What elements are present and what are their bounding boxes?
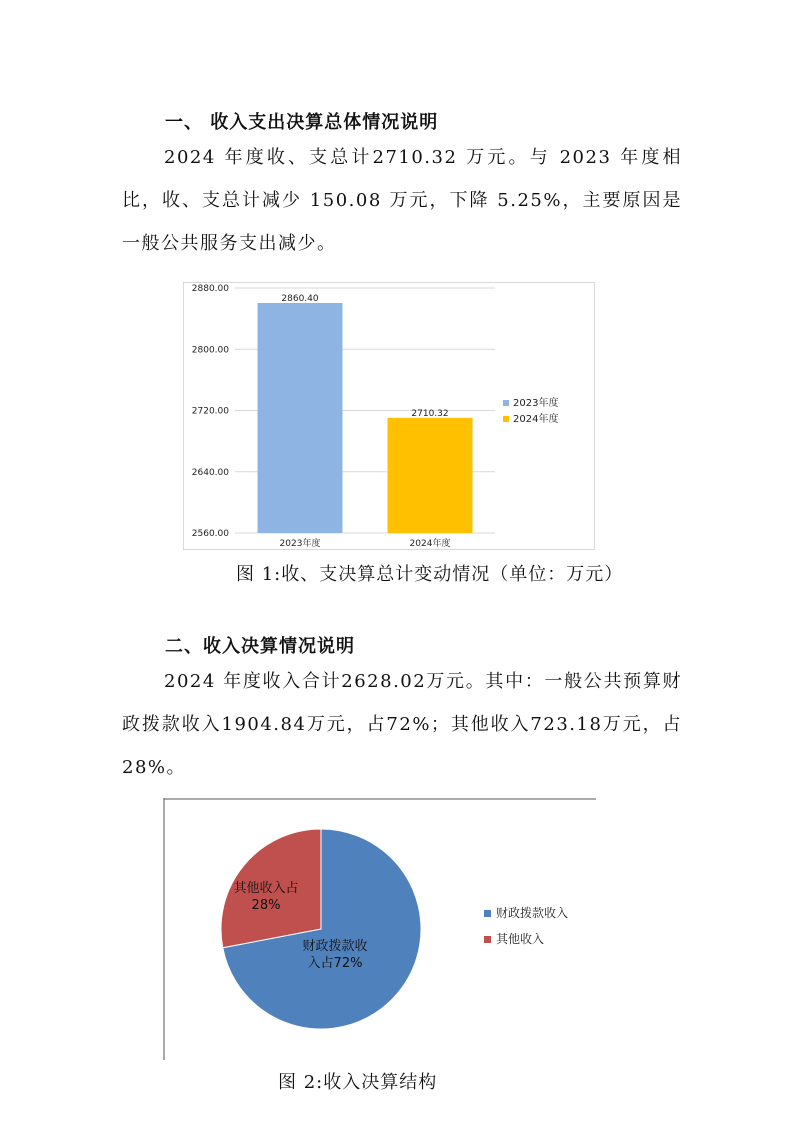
y-tick-label: 2800.00 — [191, 345, 229, 356]
legend-label: 2024年度 — [513, 414, 559, 425]
y-tick-label: 2560.00 — [191, 529, 229, 539]
legend-swatch — [503, 400, 509, 406]
legend-swatch — [503, 416, 509, 422]
pie-chart — [160, 798, 600, 1060]
legend-swatch — [484, 936, 491, 943]
legend-swatch — [484, 910, 491, 917]
y-tick-label: 2880.00 — [191, 284, 229, 294]
section2-heading: 二、收入决算情况说明 — [165, 636, 355, 657]
y-tick-label: 2720.00 — [191, 406, 229, 417]
legend-label: 财政拨款收入 — [496, 906, 569, 920]
legend-label: 2023年度 — [513, 398, 559, 409]
x-tick-label: 2024年度 — [409, 539, 451, 549]
pie-slice-label: 入占72% — [307, 956, 363, 971]
bar-value-label: 2860.40 — [281, 294, 319, 305]
x-tick-label: 2023年度 — [279, 539, 321, 549]
bar-2023年度 — [258, 303, 343, 533]
bar-chart — [183, 282, 595, 550]
pie-slice-label: 财政拨款收 — [302, 939, 368, 954]
section1-heading: 一、 收入支出决算总体情况说明 — [165, 112, 439, 133]
section1-paragraph-text: 2024 年度收、支总计2710.32 万元。与 2023 年度相比，收、支总计减少 150.08 万元，下降 5.25%，主要原因是一般公共服务支出减少。 — [122, 147, 682, 254]
section2-paragraph — [122, 660, 682, 789]
bar-value-label: 2710.32 — [411, 408, 449, 419]
figure2-caption: 图 2:收入决算结构 — [278, 1072, 438, 1093]
figure1-caption: 图 1:收、支决算总计变动情况（单位：万元） — [236, 564, 624, 585]
pie-slice-label: 28% — [251, 898, 281, 913]
legend-label: 其他收入 — [496, 932, 545, 946]
y-tick-label: 2640.00 — [191, 467, 229, 478]
pie-slice-label: 其他收入占 — [233, 881, 299, 896]
bar-2024年度 — [388, 418, 473, 533]
section2-paragraph-text: 2024 年度收入合计2628.02万元。其中：一般公共预算财政拨款收入1904.84万元，占72%；其他收入723.18万元，占 28%。 — [122, 671, 682, 778]
section1-paragraph — [122, 136, 682, 265]
